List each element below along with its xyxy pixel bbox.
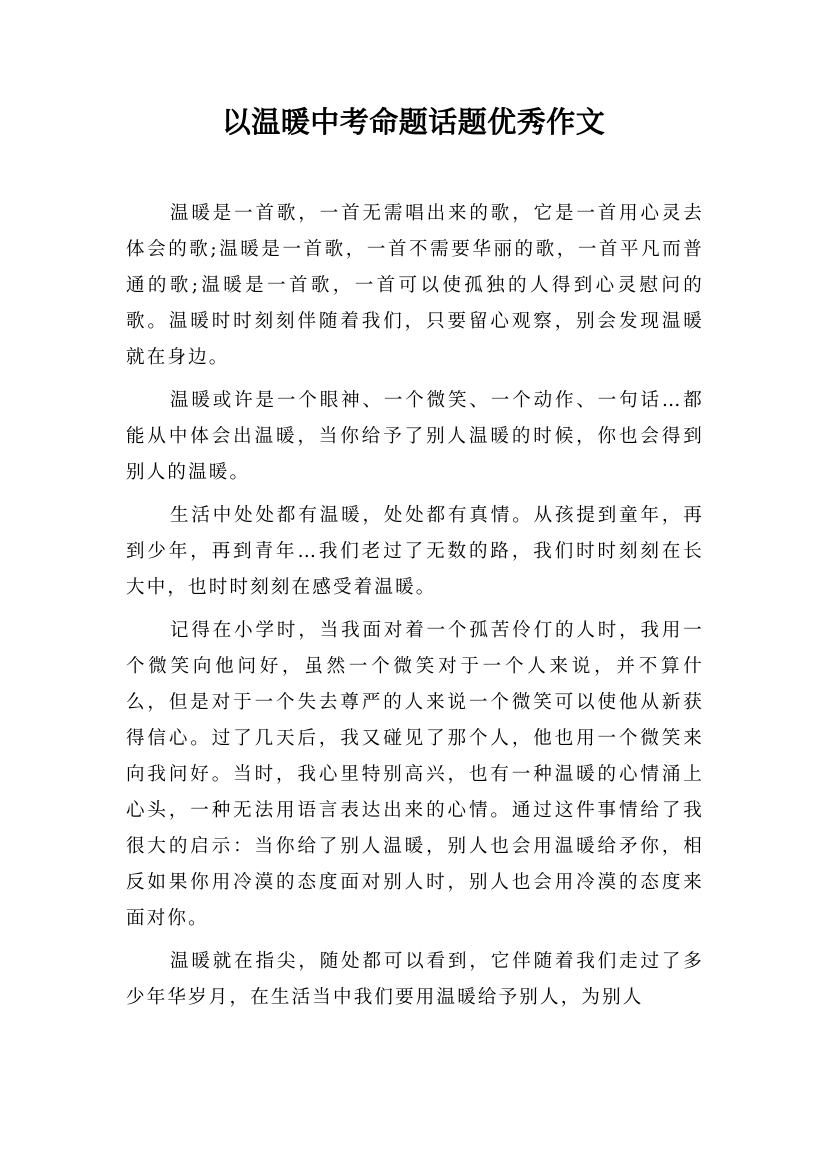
paragraph: 温暖就在指尖，随处都可以看到，它伴随着我们走过了多少年华岁月，在生活当中我们要用温暖给予别人，为别人	[126, 951, 704, 1008]
document-body	[126, 196, 704, 1023]
paragraph: 温暖是一首歌，一首无需唱出来的歌，它是一首用心灵去体会的歌;温暖是一首歌，一首不需要华丽的歌，一首平凡而普通的歌;温暖是一首歌，一首可以使孤独的人得到心灵慰问的歌。温暖时时刻刻伴随着我们，只要留心观察，别会发现温暖就在身边。	[126, 203, 704, 368]
document-title: 以温暖中考命题话题优秀作文	[221, 105, 606, 139]
paragraph: 记得在小学时，当我面对着一个孤苦伶仃的人时，我用一个微笑向他问好，虽然一个微笑对于一个人来说，并不算什么，但是对于一个失去尊严的人来说一个微笑可以使他从新获得信心。过了几天后，我又碰见了那个人，他也用一个微笑来向我问好。当时，我心里特别高兴，也有一种温暖的心情涌上心头，一种无法用语言表达出来的心情。通过这件事情给了我很大的启示：当你给了别人温暖，别人也会用温暖给矛你，相反如果你用冷漠的态度面对别人时，别人也会用冷漠的态度来面对你。	[126, 620, 704, 929]
paragraph: 生活中处处都有温暖，处处都有真情。从孩提到童年，再到少年，再到青年…我们老过了无数的路，我们时时刻刻在长大中，也时时刻刻在感受着温暖。	[126, 505, 704, 598]
paragraph: 温暖或许是一个眼神、一个微笑、一个动作、一句话…都能从中体会出温暖，当你给予了别人温暖的时候，你也会得到别人的温暖。	[126, 390, 704, 483]
